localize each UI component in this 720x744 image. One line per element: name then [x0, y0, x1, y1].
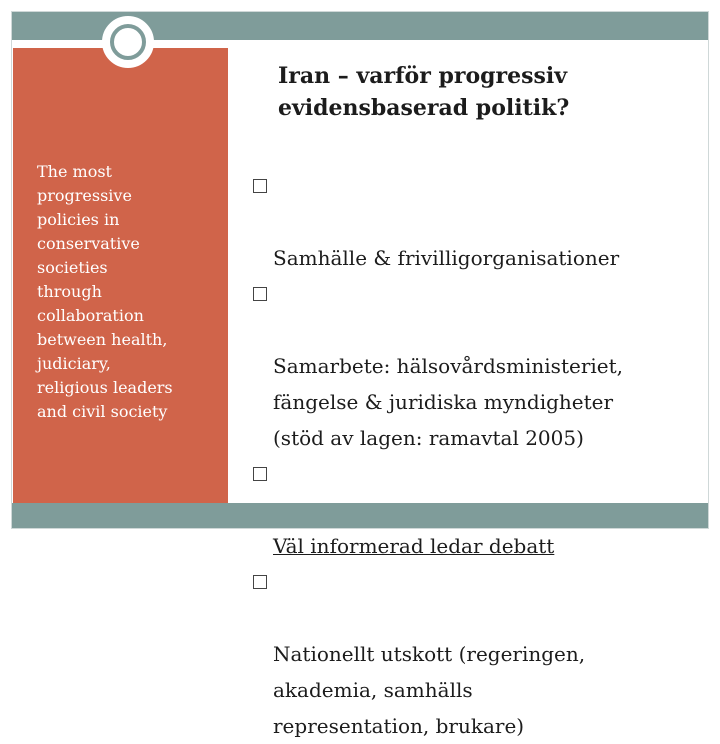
square-bullet-icon — [253, 287, 267, 301]
slide-title: Iran – varför progressiv evidensbaserad politik? — [278, 63, 570, 121]
bullet-item — [253, 564, 703, 744]
bullet-text: Samarbete: hälsovårdsministeriet, fängelse & juridiska myndigheter (stöd av lagen: ramavtal 2005) — [273, 354, 623, 450]
square-bullet-icon — [253, 575, 267, 589]
bullet-list — [253, 168, 703, 744]
bullet-text: Samhälle & frivilligorganisationer — [273, 246, 620, 270]
circle-badge-ring — [110, 24, 146, 60]
bullet-item — [253, 276, 703, 456]
bullet-item — [253, 456, 703, 564]
side-panel-text: The most progressive policies in conservative societies through collaboration between health, judiciary, religious leaders and civil society — [37, 162, 173, 421]
bullet-text: Väl informerad ledar debatt — [273, 534, 555, 558]
square-bullet-icon — [253, 467, 267, 481]
bullet-text: Nationellt utskott (regeringen, akademia, samhälls representation, brukare) — [273, 642, 586, 738]
bullet-item — [253, 168, 703, 276]
square-bullet-icon — [253, 179, 267, 193]
circle-badge-icon — [102, 16, 154, 68]
